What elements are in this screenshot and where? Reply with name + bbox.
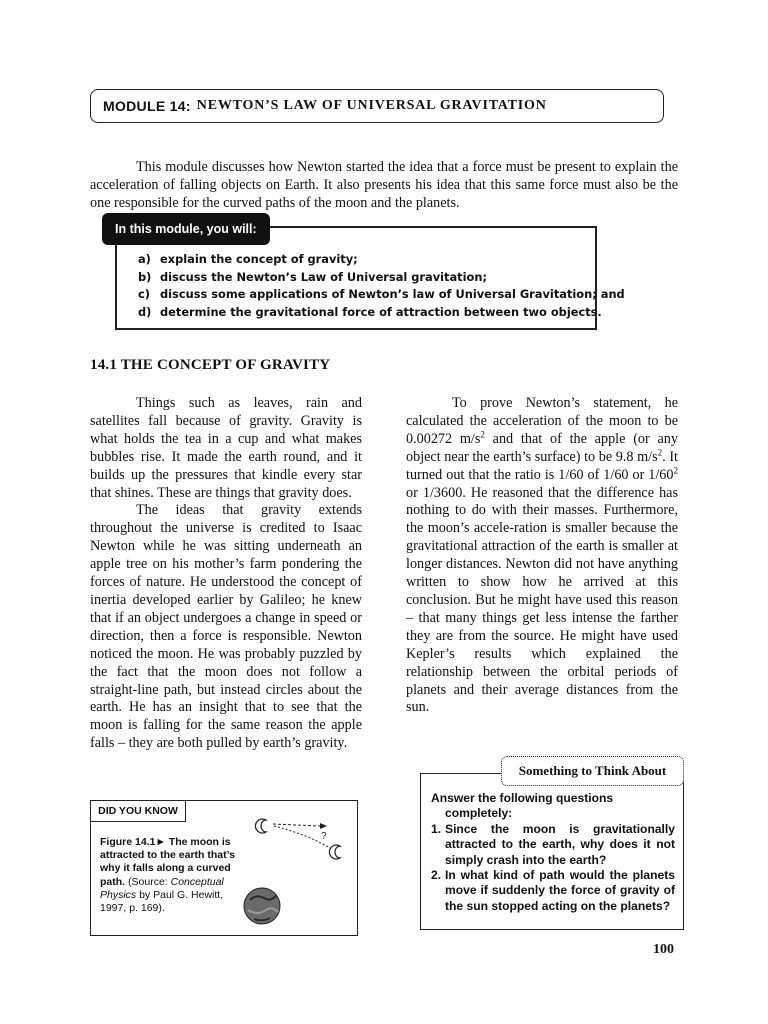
paragraph: Things such as leaves, rain and satellites fall because of gravity. Gravity is what holds the tea in a cup and what makes bubbles rise. It made the earth round, and it builds up the pressures that kindle every star that shines. These are things that gravity does.: [90, 395, 362, 501]
think-content: [431, 791, 675, 914]
moon-crescent-icon: [329, 845, 340, 859]
objective-item: c) discuss some applications of Newton’s law of Universal Gravitation; and: [138, 287, 625, 301]
section-heading: 14.1 THE CONCEPT OF GRAVITY: [90, 357, 331, 373]
think-tab: Something to Think About: [501, 756, 684, 786]
straight-path-line: [273, 824, 320, 826]
left-column: [90, 395, 362, 753]
think-intro: completely:: [445, 806, 513, 821]
paragraph: To prove Newton’s statement, he calculated the acceleration of the moon to be 0.00272 $m/s^2$ and that of the apple (or any object near the earth’s surface) to be 9.8 $m/s^2$. It turned out that the ratio is 1/60 of 1/60 or $1/60^2$ or 1/3600. He reasoned that the difference has nothing to do with their masses. Furthermore, the moon’s accele-ration is smaller because the gravitational attraction of the earth is smaller at longer distances. Newton did not have anything written to show how he arrived at this conclusion. But he might have used this reason – that many things get less intense the farther they are from the source. He might have used Kepler’s results which explained the relationship between the orbital periods of planets and their average distances from the sun.: [406, 395, 678, 716]
paragraph: The ideas that gravity extends throughout the universe is credited to Isaac Newton while he was sitting underneath an apple tree on his mother’s farm pondering the forces of nature. He understood the concept of inertia developed earlier by Galileo; he knew that if an object undergoes a change in speed or direction, then a force is responsible. Newton noticed the moon. He was probably puzzled by the fact that the moon does not follow a straight-line path, but instead circles about the earth. He has an insight that to see that the moon is falling for the same reason the apple falls – they are both pulled by earth’s gravity.: [90, 502, 362, 752]
think-intro: Answer the following questions: [431, 791, 614, 805]
earth-icon: [244, 888, 280, 924]
module-label: MODULE 14:: [103, 98, 191, 114]
objective-item: b) discuss the Newton’s Law of Universal gravitation;: [138, 269, 488, 284]
question-item: 1. Since the moon is gravitationally attracted to the earth, why does it not simply crash into the earth?: [431, 821, 675, 867]
module-header: [90, 89, 664, 123]
pointer-arrow-icon: ►: [155, 836, 166, 848]
objective-item: d) determine the gravitational force of attraction between two objects.: [138, 304, 602, 319]
question-list: [431, 822, 675, 914]
objectives-list: [138, 251, 625, 321]
did-you-know-tab: DID YOU KNOW: [90, 800, 186, 822]
page-number: 100: [653, 942, 674, 957]
question-item: 2. In what kind of path would the planets move if suddenly the force of gravity of the sun stopped acting on the planets?: [431, 868, 675, 913]
right-column: [406, 395, 678, 717]
question-mark: ?: [321, 831, 327, 842]
figure-caption: Figure 14.1► The moon is attracted to the earth that’s why it falls along a curved path. (Source: Conceptual Physics by Paul G. Hewitt, 1997, p. 169).: [100, 836, 235, 915]
objective-item: a) explain the concept of gravity;: [138, 252, 358, 266]
intro-paragraph: This module discusses how Newton started the idea that a force must be present to explain the acceleration of falling objects on Earth. It also presents his idea that this same force must also be the one responsible for the curved paths of the moon and the planets.: [90, 159, 678, 212]
moon-crescent-icon: [255, 819, 266, 833]
moon-earth-figure: [236, 806, 354, 932]
objectives-tab: In this module, you will:: [102, 213, 270, 245]
module-title: NEWTON’S LAW OF UNIVERSAL GRAVITATION: [196, 98, 547, 113]
arrowhead-icon: [320, 823, 327, 829]
